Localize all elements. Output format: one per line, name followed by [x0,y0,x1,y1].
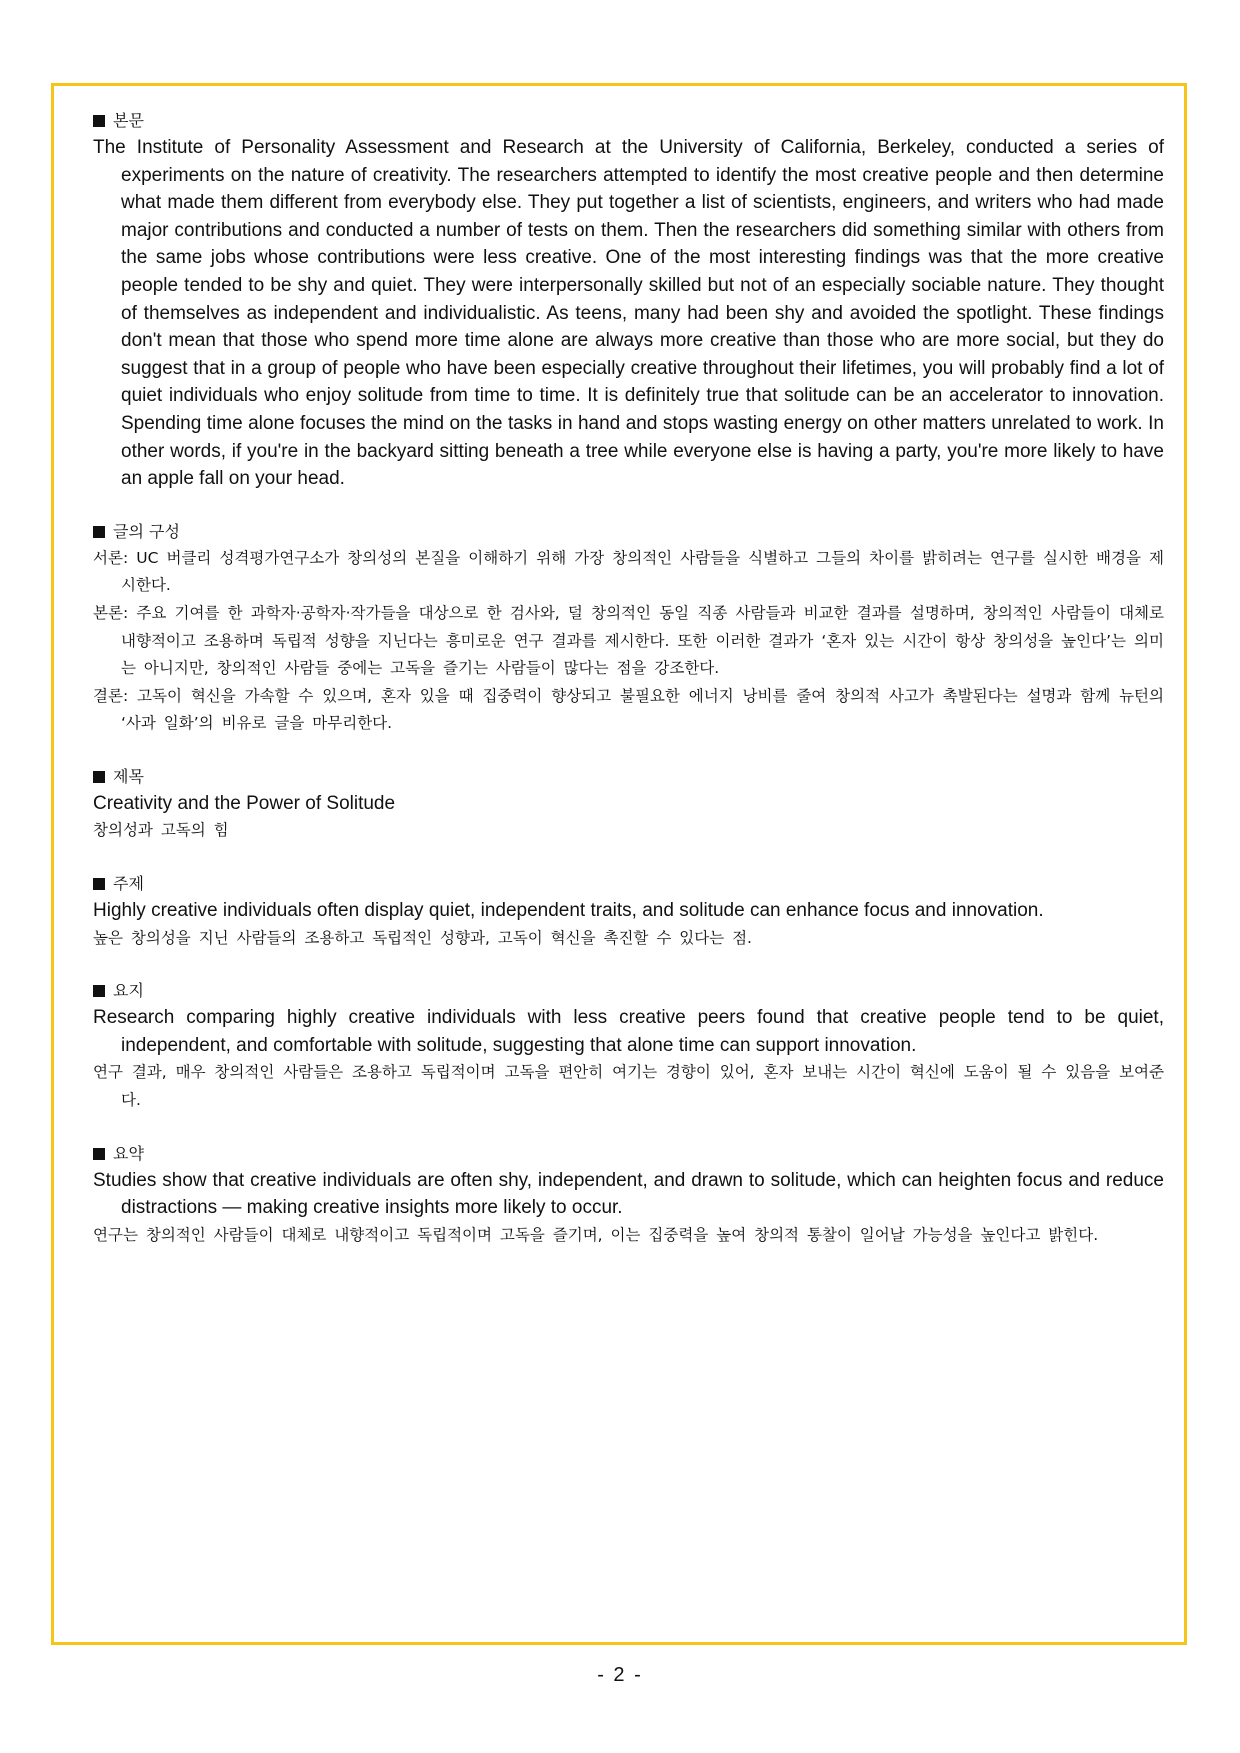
structure-main: 본론: 주요 기여를 한 과학자·공학자·작가들을 대상으로 한 검사와, 덜 창의적인 동일 직종 사람들과 비교한 결과를 설명하며, 창의적인 사람들이 대체로 내향적이고 조용하며 독립적 성향을 지닌다는 흥미로운 연구 결과를 제시한다. 또한 이러한 결과가 ‘혼자 있는 시간이 항상 창의성을 높인다’는 의미는 아니지만, 창의적인 사람들 중에는 고독을 즐기는 사람들이 많다는 점을 강조한다. [93,603,1164,678]
section-gist [93,978,1164,1114]
section-body [93,108,1164,493]
square-bullet-icon [93,115,105,127]
title-korean: 창의성과 고독의 힘 [93,821,229,840]
summary-korean: 연구는 창의적인 사람들이 대체로 내향적이고 독립적이며 고독을 즐기며, 이는 집중력을 높여 창의적 통찰이 일어날 가능성을 높인다고 밝힌다. [93,1225,1099,1244]
theme-english: Highly creative individuals often display quiet, independent traits, and solitude can enhance focus and innovation. [93,900,1044,922]
square-bullet-icon [93,1148,105,1160]
gist-korean: 연구 결과, 매우 창의적인 사람들은 조용하고 독립적이며 고독을 편안히 여기는 경향이 있어, 혼자 보내는 시간이 혁신에 도움이 될 수 있음을 보여준다. [93,1063,1164,1110]
section-title [93,764,1164,845]
section-summary [93,1141,1164,1250]
document-content [93,108,1164,1275]
structure-conclusion: 결론: 고독이 혁신을 가속할 수 있으며, 혼자 있을 때 집중력이 향상되고 불필요한 에너지 낭비를 줄여 창의적 사고가 촉발된다는 설명과 함께 뉴턴의 ‘사과 일화’의 비유로 글을 마무리한다. [93,686,1164,733]
gist-english: Research comparing highly creative individuals with less creative peers found that creative people tend to be quiet, independent, and comfortable with solitude, suggesting that alone time can support innovation. [93,1007,1164,1056]
section-heading: 요지 [93,978,1164,1004]
square-bullet-icon [93,526,105,538]
section-heading: 제목 [93,764,1164,790]
square-bullet-icon [93,985,105,997]
square-bullet-icon [93,771,105,783]
section-structure [93,519,1164,738]
summary-english: Studies show that creative individuals are often shy, independent, and drawn to solitude, which can heighten focus and reduce distractions — making creative insights more likely to occur. [93,1169,1164,1219]
body-passage: The Institute of Personality Assessment and Research at the University of California, Berkeley, conducted a series of experiments on the nature of creativity. The researchers attempted to identify the most creative people and then determine what made them different from everybody else. They put together a list of scientists, engineers, and writers who had made major contributions and conducted a number of tests on them. Then the researchers did something similar with others from the same jobs whose contributions were less creative. One of the most interesting findings was that the more creative people tended to be shy and quiet. They were interpersonally skilled but not of an especially sociable nature. They thought of themselves as independent and individualistic. As teens, many had been shy and avoided the spotlight. These findings don't mean that those who spend more time alone are always more creative than those who are more social, but they do suggest that in a group of people who have been especially creative throughout their lifetimes, you will probably find a lot of quiet individuals who enjoy solitude from time to time. It is definitely true that solitude can be an accelerator to innovation. Spending time alone focuses the mind on the tasks in hand and stops wasting energy on other matters unrelated to work. In other words, if you're in the backyard sitting beneath a tree while everyone else is having a party, you're more likely to have an apple fall on your head. [93,137,1164,490]
structure-intro: 서론: UC 버클리 성격평가연구소가 창의성의 본질을 이해하기 위해 가장 창의적인 사람들을 식별하고 그들의 차이를 밝히려는 연구를 실시한 배경을 제시한다. [93,548,1164,595]
square-bullet-icon [93,878,105,890]
section-heading: 요약 [93,1141,1164,1167]
section-theme [93,871,1164,952]
title-english: Creativity and the Power of Solitude [93,792,396,814]
section-heading: 글의 구성 [93,519,1164,545]
page-number: - 2 - [597,1664,643,1686]
theme-korean: 높은 창의성을 지닌 사람들의 조용하고 독립적인 성향과, 고독이 혁신을 촉진할 수 있다는 점. [93,928,752,947]
section-heading: 본문 [93,108,1164,134]
section-heading: 주제 [93,871,1164,897]
